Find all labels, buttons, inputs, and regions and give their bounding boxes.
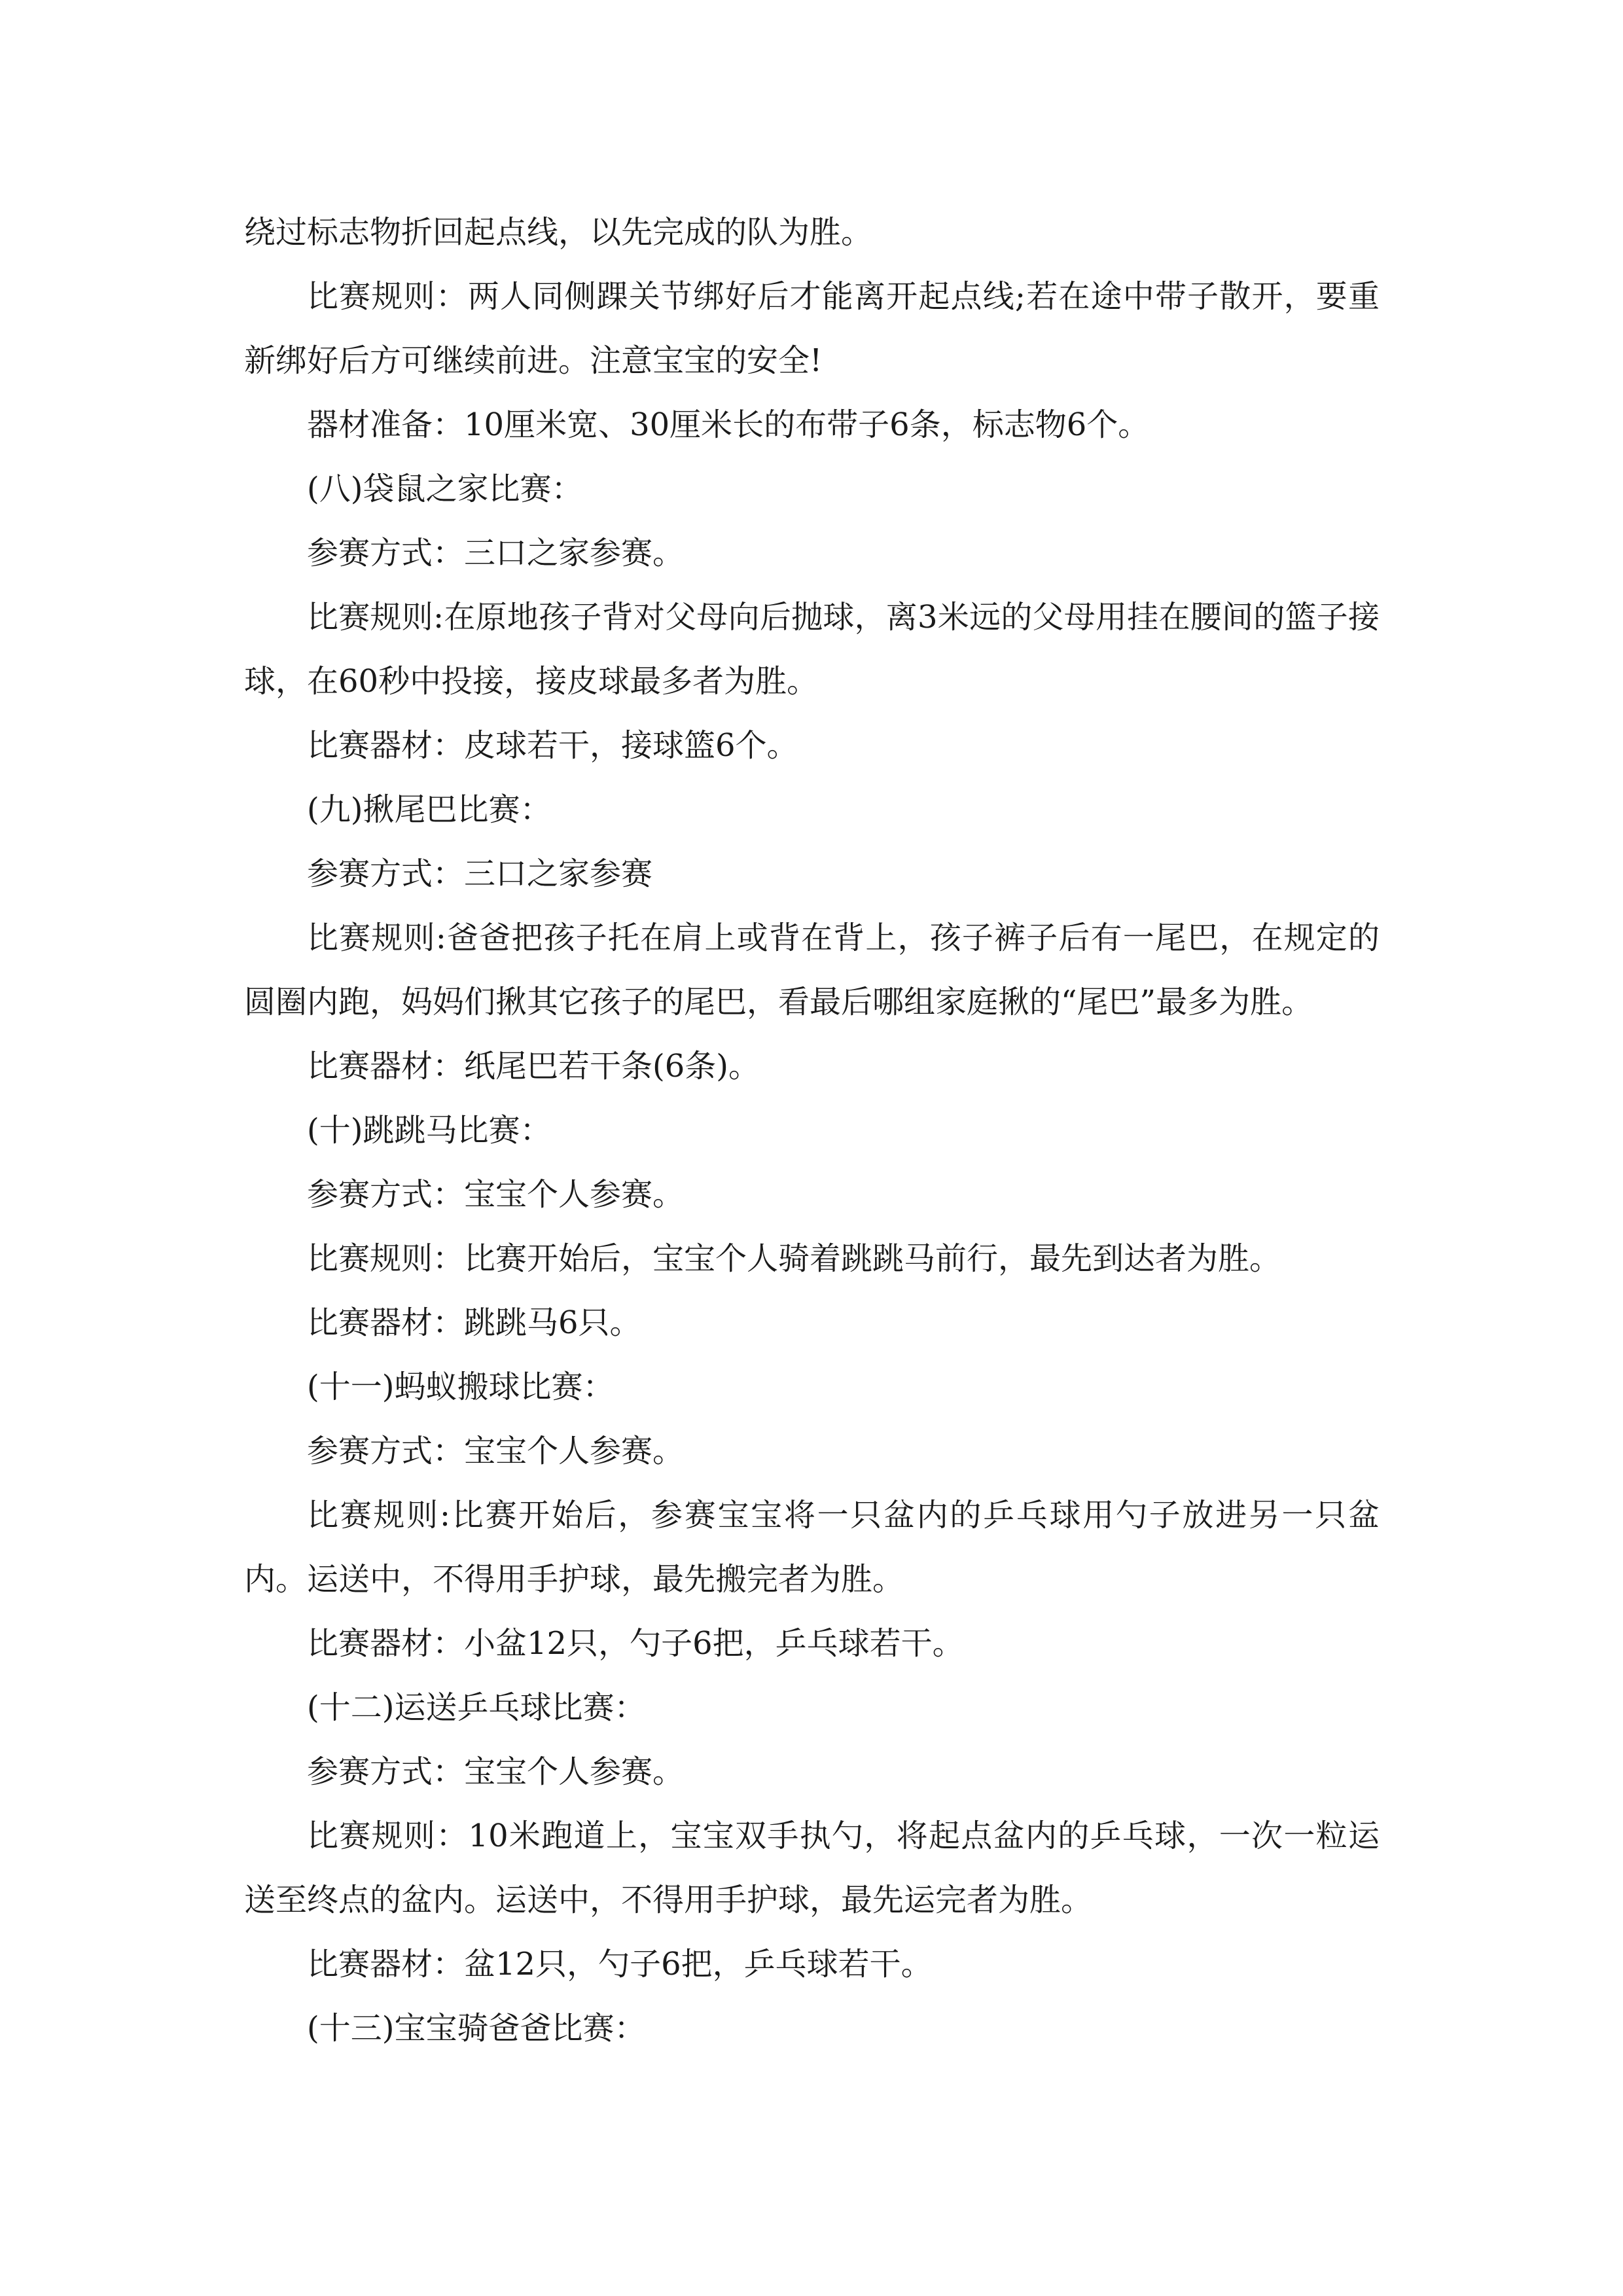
paragraph-equipment-hopping-horse: 比赛器材：跳跳马6只。 bbox=[307, 1304, 641, 1341]
body-text bbox=[244, 200, 1380, 2060]
heading-hopping-horse: (十)跳跳马比赛： bbox=[307, 1112, 552, 1149]
paragraph-participation-hopping-horse: 参赛方式：宝宝个人参赛。 bbox=[307, 1176, 685, 1213]
paragraph-rules-transport-ping-pong: 比赛规则：10米跑道上，宝宝双手执勺，将起点盆内的乒乓球，一次一粒运送至终点的盆内。运送中，不得用手护球，最先运完者为胜。 bbox=[244, 1818, 1380, 1918]
paragraph-continuation: 绕过标志物折回起点线，以先完成的队为胜。 bbox=[244, 214, 873, 251]
heading-pull-tail: (九)揪尾巴比赛： bbox=[307, 791, 552, 828]
paragraph-equipment-transport-ping-pong: 比赛器材：盆12只，勺子6把，乒乓球若干。 bbox=[307, 1946, 933, 1982]
paragraph-participation-pull-tail: 参赛方式：三口之家参赛 bbox=[307, 855, 653, 892]
paragraph-rules-ant-carry-ball: 比赛规则:比赛开始后，参赛宝宝将一只盆内的乒乓球用勺子放进另一只盆内。运送中，不得用手护球，最先搬完者为胜。 bbox=[244, 1497, 1380, 1598]
paragraph-equipment-three-legged: 器材准备：10厘米宽、30厘米长的布带子6条，标志物6个。 bbox=[307, 406, 1150, 443]
paragraph-rules-kangaroo: 比赛规则:在原地孩子背对父母向后抛球，离3米远的父母用挂在腰间的篮子接球，在60秒中投接，接皮球最多者为胜。 bbox=[244, 599, 1380, 700]
paragraph-equipment-ant-carry-ball: 比赛器材：小盆12只，勺子6把，乒乓球若干。 bbox=[307, 1625, 964, 1662]
paragraph-rules-hopping-horse: 比赛规则：比赛开始后，宝宝个人骑着跳跳马前行，最先到达者为胜。 bbox=[307, 1240, 1281, 1277]
paragraph-equipment-kangaroo: 比赛器材：皮球若干，接球篮6个。 bbox=[307, 727, 798, 764]
paragraph-rules-pull-tail: 比赛规则:爸爸把孩子托在肩上或背在背上，孩子裤子后有一尾巴，在规定的圆圈内跑，妈妈们揪其它孩子的尾巴，看最后哪组家庭揪的“尾巴”最多为胜。 bbox=[244, 920, 1380, 1020]
paragraph-participation-ant-carry-ball: 参赛方式：宝宝个人参赛。 bbox=[307, 1433, 685, 1469]
paragraph-participation-transport-ping-pong: 参赛方式：宝宝个人参赛。 bbox=[307, 1753, 685, 1790]
paragraph-equipment-pull-tail: 比赛器材：纸尾巴若干条(6条)。 bbox=[307, 1048, 760, 1085]
paragraph-rules-three-legged: 比赛规则：两人同侧踝关节绑好后才能离开起点线;若在途中带子散开，要重新绑好后方可继续前进。注意宝宝的安全! bbox=[244, 278, 1380, 379]
heading-kangaroo-family: (八)袋鼠之家比赛： bbox=[307, 471, 583, 507]
paragraph-participation-kangaroo: 参赛方式：三口之家参赛。 bbox=[307, 535, 685, 571]
heading-baby-rides-dad: (十三)宝宝骑爸爸比赛： bbox=[307, 2010, 646, 2047]
heading-transport-ping-pong: (十二)运送乒乓球比赛： bbox=[307, 1689, 646, 1726]
heading-ant-carry-ball: (十一)蚂蚁搬球比赛： bbox=[307, 1369, 615, 1405]
